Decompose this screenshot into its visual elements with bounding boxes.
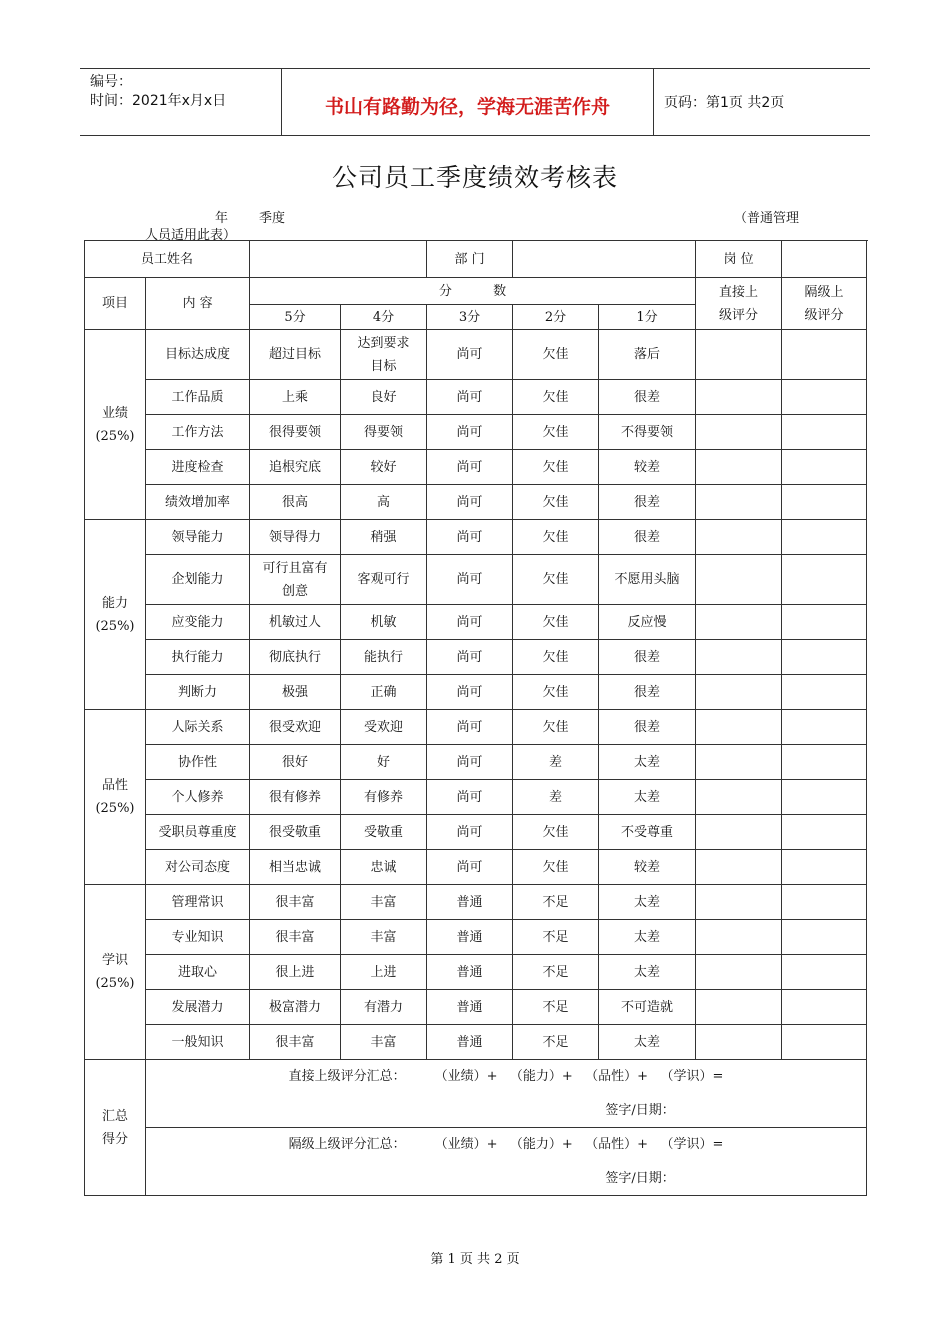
criterion-name: 企划能力 (146, 555, 250, 605)
skip-sign-date[interactable] (146, 1162, 867, 1196)
category-name: 业绩 (101, 405, 128, 421)
direct-score-input[interactable] (696, 380, 782, 415)
header-meta (80, 69, 282, 135)
score-descriptor: 不足 (513, 885, 599, 920)
skip-score-input[interactable] (782, 990, 867, 1025)
score-descriptor: 好 (341, 745, 427, 780)
score-descriptor: 尚可 (427, 710, 513, 745)
category-name: 能力 (101, 595, 128, 611)
score-1: 1分 (599, 305, 696, 330)
score-descriptor: 受欢迎 (341, 710, 427, 745)
time-label: 时间：2021年x月x日 (90, 93, 227, 109)
score-descriptor: 尚可 (427, 485, 513, 520)
score-descriptor: 欠佳 (513, 815, 599, 850)
score-descriptor: 尚可 (427, 415, 513, 450)
score-descriptor: 超过目标 (250, 330, 341, 380)
score-descriptor: 欠佳 (513, 415, 599, 450)
skip-score-input[interactable] (782, 520, 867, 555)
criterion-name: 协作性 (146, 745, 250, 780)
summary-direct-row (85, 1060, 867, 1094)
criterion-name: 管理常识 (146, 885, 250, 920)
score-descriptor: 不足 (513, 990, 599, 1025)
direct-score-input[interactable] (696, 675, 782, 710)
skip-score-input[interactable] (782, 605, 867, 640)
direct-score-input[interactable] (696, 710, 782, 745)
score-descriptor: 很差 (599, 380, 696, 415)
score-descriptor: 尚可 (427, 815, 513, 850)
direct-score-input[interactable] (696, 920, 782, 955)
score-descriptor: 普通 (427, 885, 513, 920)
score-descriptor: 很差 (599, 520, 696, 555)
score-descriptor: 很差 (599, 710, 696, 745)
score-descriptor: 有潜力 (341, 990, 427, 1025)
score-descriptor: 较差 (599, 850, 696, 885)
direct-score-input[interactable] (696, 605, 782, 640)
score-descriptor: 太差 (599, 885, 696, 920)
department-label: 部 门 (427, 241, 513, 278)
score-descriptor: 上乘 (250, 380, 341, 415)
criterion-name: 工作品质 (146, 380, 250, 415)
skip-score-input[interactable] (782, 415, 867, 450)
score-descriptor: 尚可 (427, 330, 513, 380)
score-descriptor: 很有修养 (250, 780, 341, 815)
appraisal-table (84, 240, 867, 1196)
skip-score-input[interactable] (782, 485, 867, 520)
criterion-name: 一般知识 (146, 1025, 250, 1060)
score-descriptor: 丰富 (341, 1025, 427, 1060)
year-label: 年 (215, 211, 229, 226)
skip-score-input[interactable] (782, 710, 867, 745)
table-row (85, 885, 867, 920)
direct-score-input[interactable] (696, 745, 782, 780)
score-descriptor: 尚可 (427, 380, 513, 415)
skip-score-input[interactable] (782, 555, 867, 605)
table-row (85, 485, 867, 520)
score-descriptor: 很上进 (250, 955, 341, 990)
header-row (85, 278, 867, 305)
criterion-name: 专业知识 (146, 920, 250, 955)
table-row (85, 850, 867, 885)
score-descriptor: 太差 (599, 780, 696, 815)
direct-score-input[interactable] (696, 850, 782, 885)
score-descriptor: 差 (513, 745, 599, 780)
summary-skip-row (85, 1128, 867, 1162)
position-label: 岗 位 (696, 241, 782, 278)
category-weight: (25%) (95, 618, 135, 634)
direct-score-input[interactable] (696, 485, 782, 520)
criterion-name: 进取心 (146, 955, 250, 990)
score-descriptor: 欠佳 (513, 710, 599, 745)
criterion-name: 应变能力 (146, 605, 250, 640)
category-cell (85, 710, 146, 885)
score-descriptor: 尚可 (427, 520, 513, 555)
score-descriptor: 不愿用头脑 (599, 555, 696, 605)
direct-score-input[interactable] (696, 450, 782, 485)
col-header-skip: 隔级上级评分 (782, 278, 867, 330)
score-descriptor: 不受尊重 (599, 815, 696, 850)
direct-sign-label: 签字/日期： (605, 1102, 675, 1118)
score-descriptor: 忠诚 (341, 850, 427, 885)
direct-score-input[interactable] (696, 815, 782, 850)
score-descriptor: 很丰富 (250, 920, 341, 955)
page-header (80, 68, 870, 136)
summary-label (85, 1060, 146, 1196)
score-descriptor: 尚可 (427, 640, 513, 675)
page-title: 公司员工季度绩效考核表 (331, 163, 618, 192)
direct-score-input[interactable] (696, 955, 782, 990)
score-descriptor: 可行且富有创意 (250, 555, 341, 605)
category-name: 品性 (101, 778, 128, 793)
direct-score-input[interactable] (696, 885, 782, 920)
criterion-name: 个人修养 (146, 780, 250, 815)
skip-score-input[interactable] (782, 450, 867, 485)
score-descriptor: 欠佳 (513, 520, 599, 555)
score-descriptor: 较好 (341, 450, 427, 485)
employee-name-field[interactable] (250, 241, 427, 278)
score-descriptor: 尚可 (427, 850, 513, 885)
score-descriptor: 有修养 (341, 780, 427, 815)
score-descriptor: 反应慢 (599, 605, 696, 640)
direct-score-input[interactable] (696, 640, 782, 675)
direct-score-input[interactable] (696, 990, 782, 1025)
score-descriptor: 很差 (599, 485, 696, 520)
criterion-name: 执行能力 (146, 640, 250, 675)
score-descriptor: 很差 (599, 675, 696, 710)
table-row (85, 990, 867, 1025)
direct-score-input[interactable] (696, 780, 782, 815)
table-row (85, 450, 867, 485)
score-descriptor: 稍强 (341, 520, 427, 555)
score-descriptor: 欠佳 (513, 555, 599, 605)
table-row (85, 1025, 867, 1060)
score-descriptor: 普通 (427, 920, 513, 955)
category-weight: (25%) (95, 976, 135, 991)
score-descriptor: 较差 (599, 450, 696, 485)
summary-direct-sign-row (85, 1094, 867, 1128)
score-descriptor: 极强 (250, 675, 341, 710)
quarter-label: 季度 (259, 211, 286, 226)
score-descriptor: 很差 (599, 640, 696, 675)
table-row (85, 520, 867, 555)
skip-score-input[interactable] (782, 780, 867, 815)
score-descriptor: 欠佳 (513, 330, 599, 380)
skip-score-input[interactable] (782, 675, 867, 710)
score-descriptor: 欠佳 (513, 450, 599, 485)
criterion-name: 受职员尊重度 (146, 815, 250, 850)
scope-note-part1: （普通管理 (734, 211, 800, 226)
score-descriptor: 普通 (427, 990, 513, 1025)
table-row (85, 330, 867, 380)
score-descriptor: 达到要求目标 (341, 330, 427, 380)
score-descriptor: 不得要领 (599, 415, 696, 450)
direct-score-input[interactable] (696, 520, 782, 555)
skip-score-input[interactable] (782, 330, 867, 380)
score-descriptor: 不足 (513, 955, 599, 990)
score-descriptor: 受敬重 (341, 815, 427, 850)
score-descriptor: 太差 (599, 745, 696, 780)
score-descriptor: 丰富 (341, 885, 427, 920)
score-4: 4分 (341, 305, 427, 330)
skip-score-input[interactable] (782, 955, 867, 990)
criterion-name: 发展潜力 (146, 990, 250, 1025)
col-header-score: 分 数 (250, 278, 696, 305)
category-weight: (25%) (95, 801, 135, 816)
score-descriptor: 落后 (599, 330, 696, 380)
score-descriptor: 彻底执行 (250, 640, 341, 675)
criterion-name: 目标达成度 (146, 330, 250, 380)
score-descriptor: 欠佳 (513, 675, 599, 710)
table-row (85, 745, 867, 780)
direct-score-input[interactable] (696, 415, 782, 450)
summary-skip-sign-row (85, 1162, 867, 1196)
score-descriptor: 尚可 (427, 780, 513, 815)
score-descriptor: 普通 (427, 1025, 513, 1060)
department-field[interactable] (513, 241, 696, 278)
score-descriptor: 太差 (599, 920, 696, 955)
score-descriptor: 很丰富 (250, 885, 341, 920)
score-3: 3分 (427, 305, 513, 330)
table-row (85, 780, 867, 815)
score-descriptor: 追根究底 (250, 450, 341, 485)
direct-score-input[interactable] (696, 1025, 782, 1060)
score-descriptor: 尚可 (427, 555, 513, 605)
score-descriptor: 很受欢迎 (250, 710, 341, 745)
col-header-direct: 直接上级评分 (696, 278, 782, 330)
table-row (85, 675, 867, 710)
score-descriptor: 不可造就 (599, 990, 696, 1025)
score-descriptor: 能执行 (341, 640, 427, 675)
table-row (85, 955, 867, 990)
table-row (85, 555, 867, 605)
score-descriptor: 太差 (599, 1025, 696, 1060)
direct-score-input[interactable] (696, 330, 782, 380)
col-header-item: 项目 (85, 278, 146, 330)
score-descriptor: 良好 (341, 380, 427, 415)
criterion-name: 进度检查 (146, 450, 250, 485)
score-descriptor: 极富潜力 (250, 990, 341, 1025)
direct-summary-formula[interactable]: 直接上级评分汇总： （业绩）+ （能力）+ （品性）+ （学识）= (146, 1060, 867, 1094)
score-descriptor: 很得要领 (250, 415, 341, 450)
score-descriptor: 尚可 (427, 675, 513, 710)
position-field[interactable] (782, 241, 867, 278)
score-descriptor: 普通 (427, 955, 513, 990)
page-footer: 第 1 页 共 2 页 (430, 1252, 520, 1267)
score-descriptor: 尚可 (427, 450, 513, 485)
score-descriptor: 机敏 (341, 605, 427, 640)
table-row (85, 710, 867, 745)
skip-summary-formula[interactable]: 隔级上级评分汇总： （业绩）+ （能力）+ （品性）+ （学识）= (146, 1128, 867, 1162)
skip-score-input[interactable] (782, 1025, 867, 1060)
criterion-name: 领导能力 (146, 520, 250, 555)
summary-label-line1: 汇总 (101, 1108, 128, 1124)
summary-label-line2: 得分 (101, 1131, 128, 1147)
score-descriptor: 上进 (341, 955, 427, 990)
criterion-name: 绩效增加率 (146, 485, 250, 520)
table-row (85, 815, 867, 850)
category-cell (85, 330, 146, 520)
score-descriptor: 很丰富 (250, 1025, 341, 1060)
skip-score-input[interactable] (782, 745, 867, 780)
skip-sign-label: 签字/日期： (605, 1170, 675, 1186)
header-motto: 书山有路勤为径，学海无涯苦作舟 (282, 69, 654, 135)
criterion-name: 判断力 (146, 675, 250, 710)
score-descriptor: 机敏过人 (250, 605, 341, 640)
score-descriptor: 领导得力 (250, 520, 341, 555)
score-descriptor: 欠佳 (513, 380, 599, 415)
table-row (85, 380, 867, 415)
employee-name-label: 员工姓名 (85, 241, 250, 278)
skip-score-input[interactable] (782, 640, 867, 675)
category-name: 学识 (101, 953, 128, 968)
score-descriptor: 欠佳 (513, 850, 599, 885)
serial-label: 编号： (90, 74, 132, 90)
direct-score-input[interactable] (696, 555, 782, 605)
score-descriptor: 尚可 (427, 745, 513, 780)
score-descriptor: 丰富 (341, 920, 427, 955)
scope-note-part2: 人员适用此表） (145, 228, 237, 243)
employee-info-row (85, 241, 867, 278)
score-descriptor: 欠佳 (513, 640, 599, 675)
category-cell (85, 885, 146, 1060)
category-weight: (25%) (95, 428, 135, 444)
table-row (85, 605, 867, 640)
score-descriptor: 差 (513, 780, 599, 815)
score-descriptor: 很好 (250, 745, 341, 780)
criterion-name: 对公司态度 (146, 850, 250, 885)
score-descriptor: 正确 (341, 675, 427, 710)
score-descriptor: 客观可行 (341, 555, 427, 605)
score-descriptor: 很受敬重 (250, 815, 341, 850)
criterion-name: 人际关系 (146, 710, 250, 745)
skip-score-input[interactable] (782, 885, 867, 920)
skip-score-input[interactable] (782, 850, 867, 885)
criterion-name: 工作方法 (146, 415, 250, 450)
score-5: 5分 (250, 305, 341, 330)
skip-score-input[interactable] (782, 920, 867, 955)
skip-score-input[interactable] (782, 815, 867, 850)
category-cell (85, 520, 146, 710)
table-row (85, 415, 867, 450)
score-descriptor: 相当忠诚 (250, 850, 341, 885)
col-header-content: 内 容 (146, 278, 250, 330)
score-descriptor: 不足 (513, 920, 599, 955)
skip-score-input[interactable] (782, 380, 867, 415)
score-descriptor: 太差 (599, 955, 696, 990)
score-descriptor: 很高 (250, 485, 341, 520)
table-row (85, 920, 867, 955)
score-descriptor: 高 (341, 485, 427, 520)
score-descriptor: 尚可 (427, 605, 513, 640)
direct-sign-date[interactable] (146, 1094, 867, 1128)
header-page-info: 页码：第1页 共2页 (664, 95, 785, 111)
score-descriptor: 不足 (513, 1025, 599, 1060)
score-descriptor: 得要领 (341, 415, 427, 450)
table-row (85, 640, 867, 675)
score-2: 2分 (513, 305, 599, 330)
score-descriptor: 欠佳 (513, 605, 599, 640)
score-descriptor: 欠佳 (513, 485, 599, 520)
